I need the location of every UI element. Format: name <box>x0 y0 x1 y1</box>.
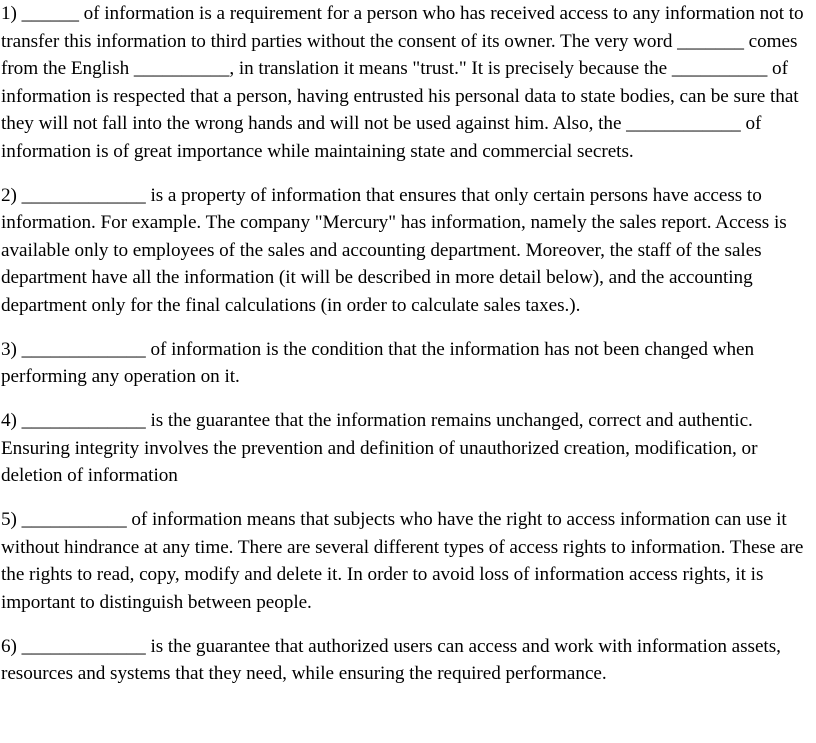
paragraph-4: 4) _____________ is the guarantee that the information remains unchanged, correct and authentic. Ensuring integrity involves the prevention and definition of unauthorized creation, modification, or deletion of information <box>1 410 758 486</box>
paragraph-1: 1) ______ of information is a requirement for a person who has received access to any information not to transfer this information to third parties without the consent of its owner. The very word _______ comes from the English __________, in translation it means "trust." It is precisely because the __________ of information is respected that a person, having entrusted his personal data to state bodies, can be sure that they will not fall into the wrong hands and will not be used against him. Also, the ____________ of information is of great importance while maintaining state and commercial secrets. <box>1 3 804 162</box>
paragraph-3: 3) _____________ of information is the condition that the information has not been changed when performing any operation on it. <box>1 338 754 387</box>
paragraph-5: 5) ___________ of information means that subjects who have the right to access information can use it without hindrance at any time. There are several different types of access rights to information. These are the rights to read, copy, modify and delete it. In order to avoid loss of information access rights, it is important to distinguish between people. <box>1 509 804 613</box>
paragraph-6: 6) _____________ is the guarantee that authorized users can access and work with information assets, resources and systems that they need, while ensuring the required performance. <box>1 635 781 684</box>
paragraph-2: 2) _____________ is a property of information that ensures that only certain persons have access to information. For example. The company "Mercury" has information, namely the sales report. Access is available only to employees of the sales and accounting department. Moreover, the staff of the sales department have all the information (it will be described in more detail below), and the accounting department only for the final calculations (in order to calculate sales taxes.). <box>1 184 787 316</box>
document-body <box>1 0 816 704</box>
